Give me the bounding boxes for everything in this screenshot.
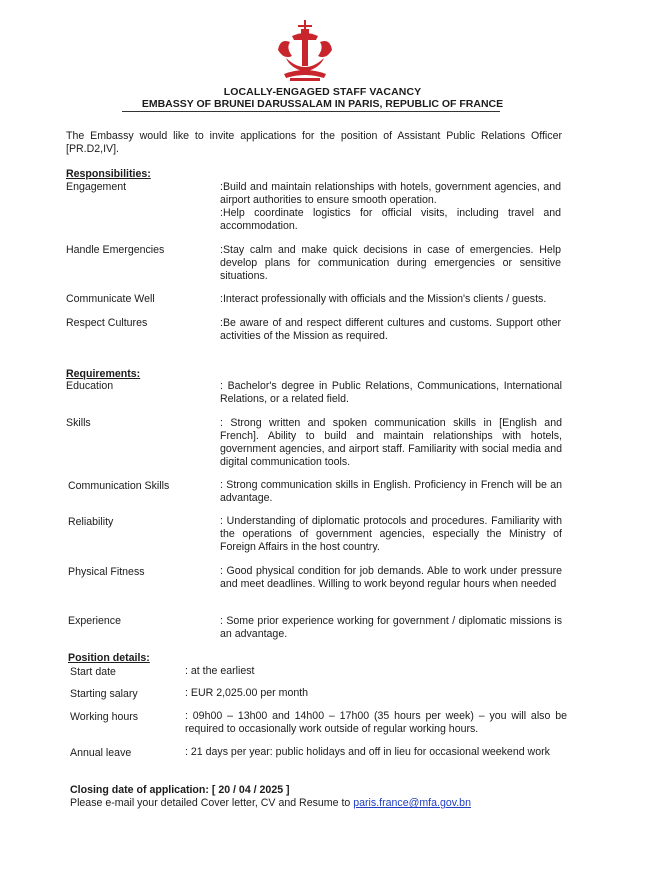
resp-label-engagement: Engagement [66, 181, 127, 193]
pos-label-leave: Annual leave [70, 747, 132, 759]
requirements-heading: Requirements: [66, 368, 141, 380]
req-label-communication: Communication Skills [68, 480, 170, 492]
req-label-skills: Skills [66, 417, 91, 429]
vacancy-title: LOCALLY-ENGAGED STAFF VACANCY [223, 86, 422, 98]
req-text-experience: : Some prior experience working for government / diplomatic missions is an advantage. [220, 615, 562, 640]
email-instruction [70, 797, 471, 810]
req-text-reliability: : Understanding of diplomatic protocols and procedures. Familiarity with the operations of government agencies, especially the Ministry of Foreign Affairs in the host country. [220, 515, 562, 553]
resp-label-communicate: Communicate Well [66, 293, 155, 305]
req-text-education: : Bachelor's degree in Public Relations, Communications, International Relations, or a related field. [220, 380, 562, 405]
intro-paragraph: The Embassy would like to invite applications for the position of Assistant Public Relations Officer [PR.D2,IV]. [66, 130, 562, 155]
pos-label-start: Start date [70, 666, 116, 678]
resp-text-engagement: :Build and maintain relationships with hotels, government agencies, and airport authorities to ensure smooth operation. [220, 181, 561, 206]
pos-text-hours: : 09h00 – 13h00 and 14h00 – 17h00 (35 hours per week) – you will also be required to occasionally work outside of regular working hours. [185, 710, 567, 735]
req-label-fitness: Physical Fitness [68, 566, 145, 578]
resp-label-emergencies: Handle Emergencies [66, 244, 165, 256]
pos-label-hours: Working hours [70, 711, 139, 723]
closing-date: Closing date of application: [ 20 / 04 / 2025 ] [70, 784, 290, 796]
req-text-fitness: : Good physical condition for job demands. Able to work under pressure and meet deadlines. Willing to work beyond regular hours when needed [220, 565, 562, 590]
embassy-title: EMBASSY OF BRUNEI DARUSSALAM IN PARIS, REPUBLIC OF FRANCE [141, 98, 504, 110]
req-label-experience: Experience [68, 615, 121, 627]
resp-label-cultures: Respect Cultures [66, 317, 148, 329]
req-text-communication: : Strong communication skills in English. Proficiency in French will be an advantage. [220, 479, 562, 504]
req-label-reliability: Reliability [68, 516, 114, 528]
req-label-education: Education [66, 380, 114, 392]
pos-text-salary: : EUR 2,025.00 per month [185, 687, 309, 699]
position-heading: Position details: [68, 652, 150, 664]
resp-text-engagement-2: :Help coordinate logistics for official visits, including travel and accommodation. [220, 207, 561, 232]
resp-text-emergencies: :Stay calm and make quick decisions in case of emergencies. Help develop plans for communication during emergencies or sensitive situations. [220, 244, 561, 282]
responsibilities-heading: Responsibilities: [66, 168, 151, 180]
email-instruction-text: Please e-mail your detailed Cover letter, CV and Resume to [70, 797, 354, 809]
pos-text-leave: : 21 days per year: public holidays and off in lieu for occasional weekend work [185, 746, 550, 758]
title-underline [122, 111, 500, 112]
brunei-royal-crest-icon [270, 16, 340, 86]
pos-label-salary: Starting salary [70, 688, 138, 700]
resp-text-communicate: :Interact professionally with officials and the Mission's clients / guests. [220, 293, 547, 305]
req-text-skills: : Strong written and spoken communication skills in [English and French]. Ability to build and maintain relationships with hotels, government agencies, and airport staff. Familiarity with social media and digital communication tools. [220, 417, 562, 468]
contact-email-link[interactable]: paris.france@mfa.gov.bn [353, 797, 471, 809]
pos-text-start: : at the earliest [185, 665, 255, 677]
resp-text-cultures: :Be aware of and respect different cultures and customs. Support other activities of the Mission as required. [220, 317, 561, 342]
